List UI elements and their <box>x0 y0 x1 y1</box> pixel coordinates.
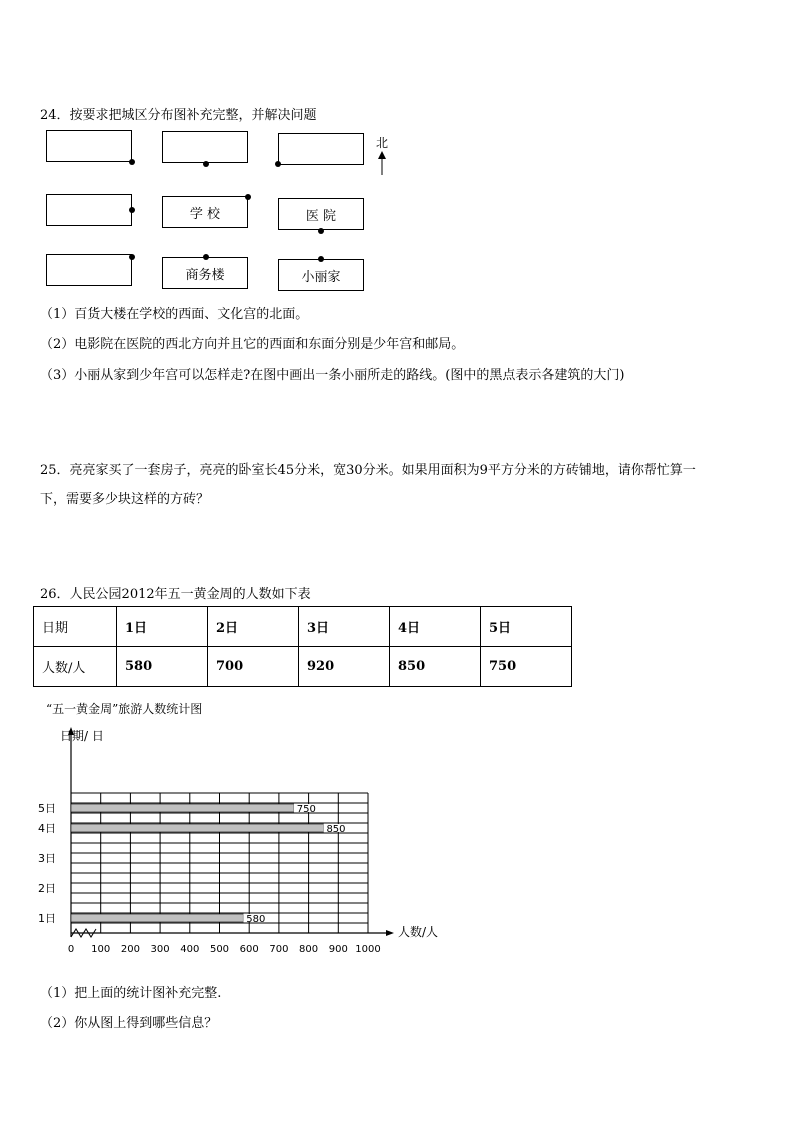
table-row <box>34 647 572 687</box>
map-building-empty <box>46 130 132 162</box>
bar <box>71 824 323 832</box>
q25-line-2: 下，需要多少块这样的方砖？ <box>40 492 210 507</box>
y-tick-label: 2日 <box>38 882 56 895</box>
table-cell: 700 <box>208 647 299 687</box>
chart-title: “五一黄金周”旅游人数统计图 <box>46 702 203 716</box>
table-cell: 3日 <box>299 607 390 647</box>
chart-container <box>30 725 439 965</box>
city-map <box>40 128 392 296</box>
map-building-empty <box>46 194 132 226</box>
north-arrow-icon <box>376 150 388 176</box>
map-building-home: 小丽家 <box>278 259 364 291</box>
x-tick-label: 1000 <box>355 944 381 955</box>
map-building-empty <box>46 254 132 286</box>
bar <box>71 804 294 812</box>
table-cell: 5日 <box>481 607 572 647</box>
x-tick-label: 800 <box>299 944 319 955</box>
bar-value-label: 750 <box>296 804 316 815</box>
gate-dot <box>275 161 281 167</box>
map-building-commerce: 商务楼 <box>162 257 248 289</box>
north-label: 北 <box>376 136 389 150</box>
table-cell: 920 <box>299 647 390 687</box>
table-cell: 4日 <box>390 607 481 647</box>
map-building-empty <box>278 133 364 165</box>
x-tick-label: 200 <box>120 944 140 955</box>
y-tick-label: 5日 <box>38 802 56 815</box>
table-cell: 日期 <box>34 607 117 647</box>
gate-dot <box>245 194 251 200</box>
q25-line-1: 25．亮亮家买了一套房子，亮亮的卧室长45分米，宽30分米。如果用面积为9平方分米的方砖铺地，请你帮忙算一 <box>40 463 696 478</box>
bar <box>71 914 243 922</box>
q26-sub-2: （2）你从图上得到哪些信息？ <box>40 1016 218 1031</box>
gate-dot <box>129 254 135 260</box>
x-tick-label: 700 <box>269 944 289 955</box>
y-tick-label: 3日 <box>38 852 56 865</box>
y-axis-label: 日期/ 日 <box>60 729 104 743</box>
gate-dot <box>129 159 135 165</box>
table-cell: 1日 <box>117 607 208 647</box>
x-tick-label: 400 <box>180 944 200 955</box>
table-row <box>34 607 572 647</box>
q26-sub-1: （1）把上面的统计图补充完整. <box>40 986 222 1001</box>
gate-dot <box>129 207 135 213</box>
x-tick-label: 100 <box>91 944 111 955</box>
map-building-school: 学 校 <box>162 196 248 228</box>
table-cell: 2日 <box>208 607 299 647</box>
bar-value-label: 850 <box>326 824 346 835</box>
x-tick-label: 500 <box>209 944 230 955</box>
table-cell: 580 <box>117 647 208 687</box>
table-cell: 750 <box>481 647 572 687</box>
y-tick-label: 4日 <box>38 822 56 835</box>
q24-sub-3: （3）小丽从家到少年宫可以怎样走?在图中画出一条小丽所走的路线。(图中的黑点表示各建筑的大门) <box>40 368 625 383</box>
bar-value-label: 580 <box>246 914 266 925</box>
x-tick-label: 0 <box>67 944 75 955</box>
table-cell: 850 <box>390 647 481 687</box>
x-tick-label: 600 <box>239 944 259 955</box>
gate-dot <box>318 228 324 234</box>
x-tick-label: 900 <box>328 944 348 955</box>
q24-title: 24．按要求把城区分布图补充完整，并解决问题 <box>40 108 317 123</box>
gate-dot <box>318 256 324 262</box>
x-tick-label: 300 <box>150 944 170 955</box>
people-table <box>33 606 572 687</box>
gate-dot <box>203 161 209 167</box>
q26-title: 26．人民公园2012年五一黄金周的人数如下表 <box>40 587 311 602</box>
y-tick-label: 1日 <box>38 912 56 925</box>
q24-sub-1: （1）百货大楼在学校的西面、文化宫的北面。 <box>40 307 309 322</box>
bar-chart <box>30 725 439 965</box>
map-building-empty <box>162 131 248 163</box>
table-cell: 人数/人 <box>34 647 117 687</box>
x-axis-label: 人数/人 <box>398 925 439 939</box>
gate-dot <box>203 254 209 260</box>
q24-sub-2: （2）电影院在医院的西北方向并且它的西面和东面分别是少年宫和邮局。 <box>40 337 465 352</box>
x-axis-arrow-icon <box>386 930 394 936</box>
map-building-hospital: 医 院 <box>278 198 364 230</box>
